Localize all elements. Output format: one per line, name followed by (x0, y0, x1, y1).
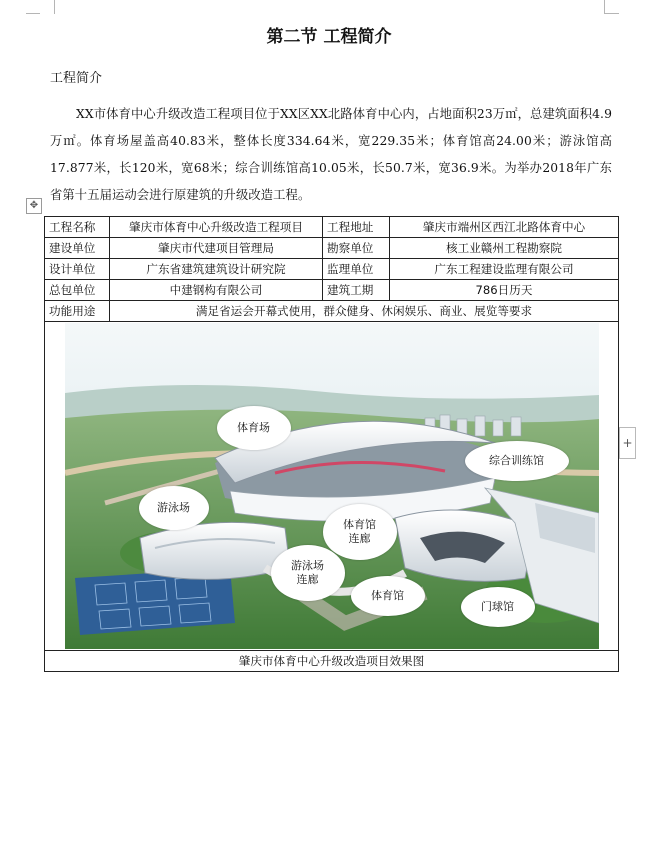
cell-label: 建筑工期 (323, 280, 390, 301)
cell-value-function: 满足省运会开幕式使用，群众健身、休闲娱乐、商业、展览等要求 (110, 301, 619, 322)
table-row-caption (45, 651, 619, 672)
cell-value: 肇庆市端州区西江北路体育中心 (390, 217, 619, 238)
section-title: 第二节 工程简介 (266, 27, 392, 47)
cell-label: 勘察单位 (323, 238, 390, 259)
cell-value: 肇庆市体育中心升级改造工程项目 (110, 217, 323, 238)
intro-paragraph: XX市体育中心升级改造工程项目位于XX区XX北路体育中心内，占地面积23万㎡，总建筑面积4.9万㎡。体育场屋盖高40.83米，整体长度334.64米，宽229.35米；体育馆高24.00米；游泳馆高17.877米，长120米，宽68米；综合训练馆高10.05米，长50.7米，宽36.9米。为举办2018年广东省第十五届运动会进行原建筑的升级改造工程。 (50, 107, 612, 202)
cell-value: 786日历天 (390, 280, 619, 301)
table-row (45, 280, 619, 301)
cell-label: 功能用途 (45, 301, 110, 322)
label-gym-corridor: 体育馆 连廊 (323, 504, 397, 560)
project-info-table (44, 216, 619, 672)
crop-mark-top-right (604, 0, 619, 14)
cell-value: 核工业赣州工程勘察院 (390, 238, 619, 259)
image-caption: 肇庆市体育中心升级改造项目效果图 (45, 651, 619, 672)
label-stadium: 体育场 (217, 406, 291, 450)
cell-label: 工程地址 (323, 217, 390, 238)
table-move-handle-icon[interactable]: ✥ (26, 198, 42, 214)
cell-value: 广东省建筑建筑设计研究院 (110, 259, 323, 280)
label-natatorium-corridor: 游泳场 连廊 (271, 545, 345, 601)
cell-value: 广东工程建设监理有限公司 (390, 259, 619, 280)
cell-label: 监理单位 (323, 259, 390, 280)
crop-mark-top-left-h (26, 13, 40, 14)
table-row-image (45, 322, 619, 651)
cell-label: 设计单位 (45, 259, 110, 280)
table-row (45, 259, 619, 280)
table-row (45, 238, 619, 259)
cell-value: 中建钢构有限公司 (110, 280, 323, 301)
label-training-hall: 综合训练馆 (465, 441, 569, 481)
label-natatorium: 游泳场 (139, 486, 209, 530)
label-gymnasium: 体育馆 (351, 576, 425, 616)
cell-label: 总包单位 (45, 280, 110, 301)
cell-label: 建设单位 (45, 238, 110, 259)
project-rendering-image (65, 323, 599, 649)
cell-value: 肇庆市代建项目管理局 (110, 238, 323, 259)
rendering-cell (45, 322, 619, 651)
table-row (45, 301, 619, 322)
table-row (45, 217, 619, 238)
cell-label: 工程名称 (45, 217, 110, 238)
crop-mark-top-left (40, 0, 55, 14)
label-ball-hall: 门球馆 (461, 587, 535, 627)
subheading: 工程简介 (50, 71, 103, 86)
add-column-icon[interactable]: + (619, 427, 636, 459)
crop-mark-top-right-h (605, 13, 619, 14)
